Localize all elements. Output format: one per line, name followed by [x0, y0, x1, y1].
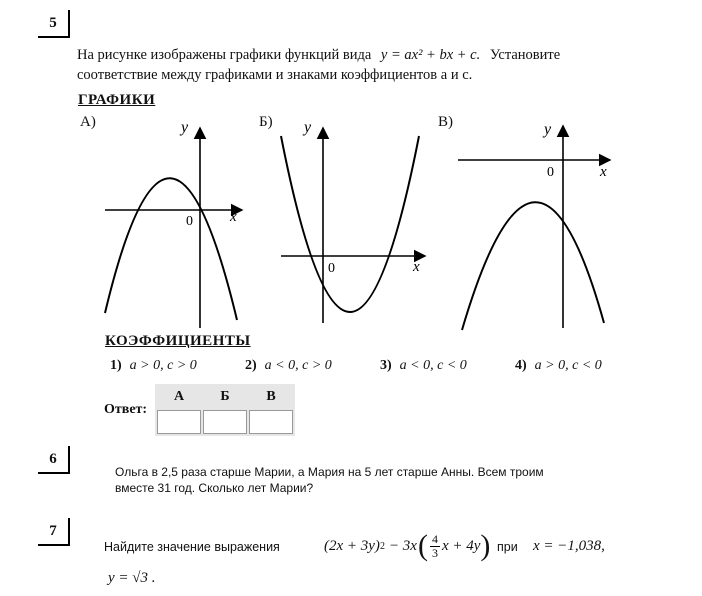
answer-cell-a[interactable] — [157, 410, 201, 434]
coefficients-heading: КОЭФФИЦИЕНТЫ — [105, 333, 251, 349]
option-number: 3) — [380, 358, 392, 373]
answer-cell-b[interactable] — [203, 410, 247, 434]
graph-label-c: В) — [438, 114, 453, 130]
function-formula: y = ax² + bx + c. — [380, 47, 481, 63]
task-5-statement-line1 — [77, 46, 622, 65]
parabola — [281, 136, 419, 312]
statement-text-end: Установите — [489, 47, 561, 63]
answer-table — [155, 384, 295, 436]
task-5-statement-line2: соответствие между графиками и знаками коэффициентов a и c. — [77, 67, 473, 83]
y-value: y = √3 . — [108, 570, 156, 586]
option-text: a > 0, c > 0 — [129, 358, 197, 373]
origin-label: 0 — [328, 261, 335, 276]
answer-header-b: Б — [203, 386, 247, 408]
y-axis-label: y — [304, 119, 312, 136]
graph-label-a: А) — [80, 114, 96, 130]
task-6-number: 6 — [38, 446, 70, 474]
task-5-number: 5 — [38, 10, 70, 38]
fraction-denominator: 3 — [431, 545, 438, 560]
option-1 — [110, 358, 197, 374]
graph-a — [95, 118, 255, 333]
task-7-number: 7 — [38, 518, 70, 546]
expr-part-c: x + 4y — [441, 537, 481, 554]
parabola — [462, 202, 604, 330]
task-7-expression — [324, 531, 490, 561]
y-axis-label: y — [181, 119, 189, 136]
answer-cell-c[interactable] — [249, 410, 293, 434]
expr-exponent: 2 — [379, 540, 385, 552]
y-axis-label: y — [544, 121, 552, 138]
right-bracket: ) — [480, 529, 491, 562]
x-axis-label: x — [230, 209, 237, 225]
graph-label-b: Б) — [259, 114, 273, 130]
graph-c — [452, 118, 617, 333]
origin-label: 0 — [186, 214, 193, 229]
task-7-prefix: Найдите значение выражения — [104, 540, 280, 554]
expr-part-b: − 3x — [388, 537, 417, 554]
statement-text: На рисунке изображены графики функций вида — [77, 47, 372, 63]
task-6-line2: вместе 31 год. Сколько лет Марии? — [115, 481, 314, 495]
answer-header-c: В — [249, 386, 293, 408]
fraction — [430, 533, 440, 560]
option-text: a < 0, c > 0 — [264, 358, 332, 373]
x-value: x = −1,038, — [533, 538, 605, 554]
x-axis-label: x — [413, 259, 420, 275]
option-number: 2) — [245, 358, 257, 373]
option-number: 1) — [110, 358, 122, 373]
option-2 — [245, 358, 332, 374]
answer-header-a: А — [157, 386, 201, 408]
option-text: a < 0, c < 0 — [399, 358, 467, 373]
x-axis-label: x — [600, 164, 607, 180]
expr-part-a: (2x + 3y) — [324, 537, 380, 554]
answer-label: Ответ: — [104, 402, 148, 417]
origin-label: 0 — [547, 165, 554, 180]
graphs-heading: ГРАФИКИ — [78, 92, 156, 108]
task-6-line1: Ольга в 2,5 раза старше Марии, а Мария на 5 лет старше Анны. Всем троим — [115, 465, 544, 479]
task-7-condition: при — [497, 540, 518, 554]
option-number: 4) — [515, 358, 527, 373]
option-text: a > 0, c < 0 — [534, 358, 602, 373]
option-4 — [515, 358, 602, 374]
left-bracket: ( — [417, 529, 428, 562]
option-3 — [380, 358, 467, 374]
fraction-numerator: 4 — [431, 531, 438, 546]
parabola — [105, 178, 237, 320]
graph-b — [275, 118, 435, 333]
